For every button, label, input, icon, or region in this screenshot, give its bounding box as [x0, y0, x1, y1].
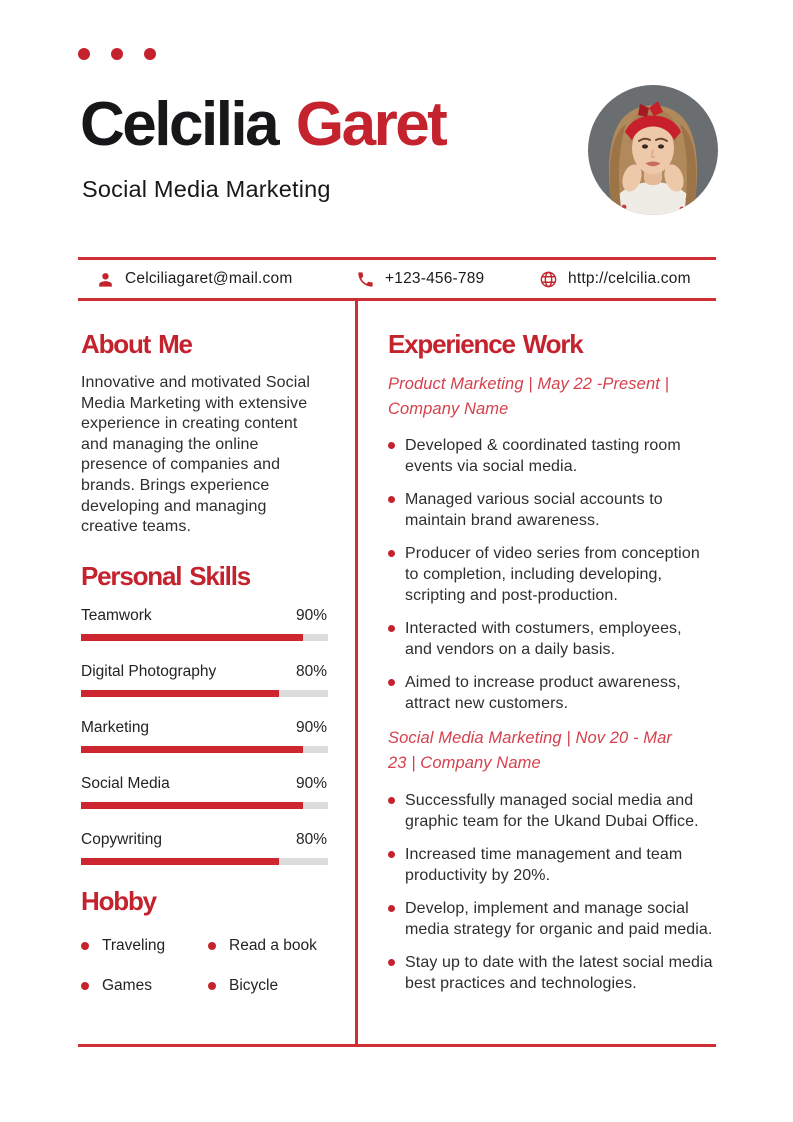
- skill-percent: 80%: [295, 662, 327, 680]
- decor-dot: [144, 48, 156, 60]
- job-bullet-text: Successfully managed social media and graphic team for the Ukand Dubai Office.: [405, 791, 699, 830]
- contact-email: [96, 260, 292, 298]
- first-name: Celcilia: [80, 90, 278, 159]
- skill-bar-track: [81, 634, 328, 641]
- skill-item: [81, 607, 331, 641]
- job-bullet-text: Interacted with costumers, employees, and vendors on a daily basis.: [405, 620, 682, 659]
- skill-item: [81, 719, 331, 753]
- skill-percent: 80%: [295, 830, 327, 848]
- skill-item: [81, 831, 331, 865]
- job-bullet: [388, 618, 713, 660]
- skills-title: Personal Skills: [81, 560, 250, 591]
- skill-label: Copywriting: [81, 830, 162, 848]
- person-name: [80, 90, 446, 159]
- skill-bar-fill: [81, 746, 303, 753]
- job-bullet-text: Increased time management and team productivity by 20%.: [405, 845, 683, 884]
- hobby-label: Bicycle: [229, 976, 279, 994]
- skill-bar-fill: [81, 802, 303, 809]
- skill-label: Marketing: [81, 718, 150, 736]
- hobby-item: [208, 937, 331, 955]
- bullet-dot-icon: [81, 982, 89, 990]
- bullet-dot-icon: [388, 550, 395, 557]
- globe-icon: [539, 270, 558, 289]
- job-title-subtitle: Social Media Marketing: [82, 176, 331, 202]
- hobby-item: [81, 937, 208, 955]
- column-divider: [355, 301, 358, 1044]
- job-bullet: [388, 898, 713, 940]
- hobby-item: [81, 977, 208, 995]
- contact-email-text: Celciliagaret@mail.com: [125, 270, 293, 287]
- bullet-dot-icon: [388, 797, 395, 804]
- skill-label: Teamwork: [81, 606, 152, 624]
- skill-bar-track: [81, 858, 328, 865]
- job-entry: [388, 726, 724, 994]
- skill-label-row: [81, 663, 327, 681]
- experience-jobs: [388, 372, 724, 994]
- skill-percent: 90%: [295, 774, 327, 792]
- experience-title: Experience Work: [388, 329, 583, 359]
- hobby-label: Games: [102, 976, 152, 994]
- skill-label-row: [81, 719, 327, 737]
- job-bullet-text: Producer of video series from conception to completion, including developing, scripting and post-production.: [405, 545, 700, 605]
- job-bullet: [388, 672, 713, 714]
- skill-label-row: [81, 607, 327, 625]
- phone-icon: [356, 270, 375, 289]
- job-bullet-list: [388, 435, 724, 714]
- job-entry: [388, 372, 724, 715]
- bullet-dot-icon: [388, 496, 395, 503]
- contact-website-text: http://celcilia.com: [568, 270, 691, 287]
- decor-dot: [78, 48, 90, 60]
- job-heading: Product Marketing | May 22 -Present | Company Name: [388, 374, 669, 418]
- bottom-rule: [78, 1044, 716, 1047]
- hobby-label: Read a book: [229, 936, 317, 954]
- skill-item: [81, 663, 331, 697]
- skill-percent: 90%: [295, 606, 327, 624]
- hobby-label: Traveling: [102, 936, 166, 954]
- hobby-list: [81, 937, 331, 995]
- job-bullet-list: [388, 790, 724, 994]
- skill-label-row: [81, 831, 327, 849]
- bullet-dot-icon: [388, 679, 395, 686]
- bullet-dot-icon: [208, 982, 216, 990]
- contact-phone: [356, 260, 484, 298]
- job-bullet-text: Developed & coordinated tasting room events via social media.: [405, 437, 681, 476]
- skills-list: [81, 607, 331, 865]
- job-bullet-text: Develop, implement and manage social media strategy for organic and paid media.: [405, 899, 713, 938]
- right-column: [388, 330, 724, 1006]
- bullet-dot-icon: [388, 905, 395, 912]
- last-name: Garet: [295, 90, 446, 159]
- bullet-dot-icon: [388, 625, 395, 632]
- bullet-dot-icon: [388, 851, 395, 858]
- bullet-dot-icon: [208, 942, 216, 950]
- skill-bar-fill: [81, 858, 279, 865]
- bullet-dot-icon: [388, 959, 395, 966]
- job-heading: Social Media Marketing | Nov 20 - Mar 23 | Company Name: [388, 729, 673, 773]
- about-body: Innovative and motivated Social Media Marketing with extensive experience in creating content and managing the online presence of companies and brands. Brings experience developing and managing creative teams.: [81, 373, 311, 536]
- decor-dots: [78, 48, 156, 60]
- skill-bar-fill: [81, 690, 279, 697]
- job-bullet: [388, 844, 713, 886]
- job-bullet: [388, 543, 713, 606]
- skill-label: Digital Photography: [81, 662, 217, 680]
- skill-percent: 90%: [295, 718, 327, 736]
- skill-bar-track: [81, 746, 328, 753]
- skill-label-row: [81, 775, 327, 793]
- job-bullet: [388, 790, 713, 832]
- job-bullet-text: Stay up to date with the latest social media best practices and technologies.: [405, 953, 713, 992]
- skill-bar-track: [81, 690, 328, 697]
- person-icon: [96, 270, 115, 289]
- skill-bar-track: [81, 802, 328, 809]
- job-bullet: [388, 435, 713, 477]
- about-title: About Me: [81, 329, 192, 359]
- skill-label: Social Media: [81, 774, 170, 792]
- left-column: [81, 330, 331, 995]
- skill-bar-fill: [81, 634, 303, 641]
- bullet-dot-icon: [81, 942, 89, 950]
- contact-bar: [78, 257, 716, 301]
- job-bullet: [388, 489, 713, 531]
- hobby-title: Hobby: [81, 885, 156, 916]
- job-bullet-text: Managed various social accounts to maintain brand awareness.: [405, 491, 663, 530]
- job-bullet-text: Aimed to increase product awareness, attract new customers.: [405, 674, 681, 713]
- skill-item: [81, 775, 331, 809]
- decor-dot: [111, 48, 123, 60]
- profile-photo: [588, 85, 718, 215]
- job-bullet: [388, 952, 713, 994]
- contact-website: [539, 260, 691, 298]
- contact-phone-text: +123-456-789: [385, 270, 485, 287]
- bullet-dot-icon: [388, 442, 395, 449]
- hobby-item: [208, 977, 331, 995]
